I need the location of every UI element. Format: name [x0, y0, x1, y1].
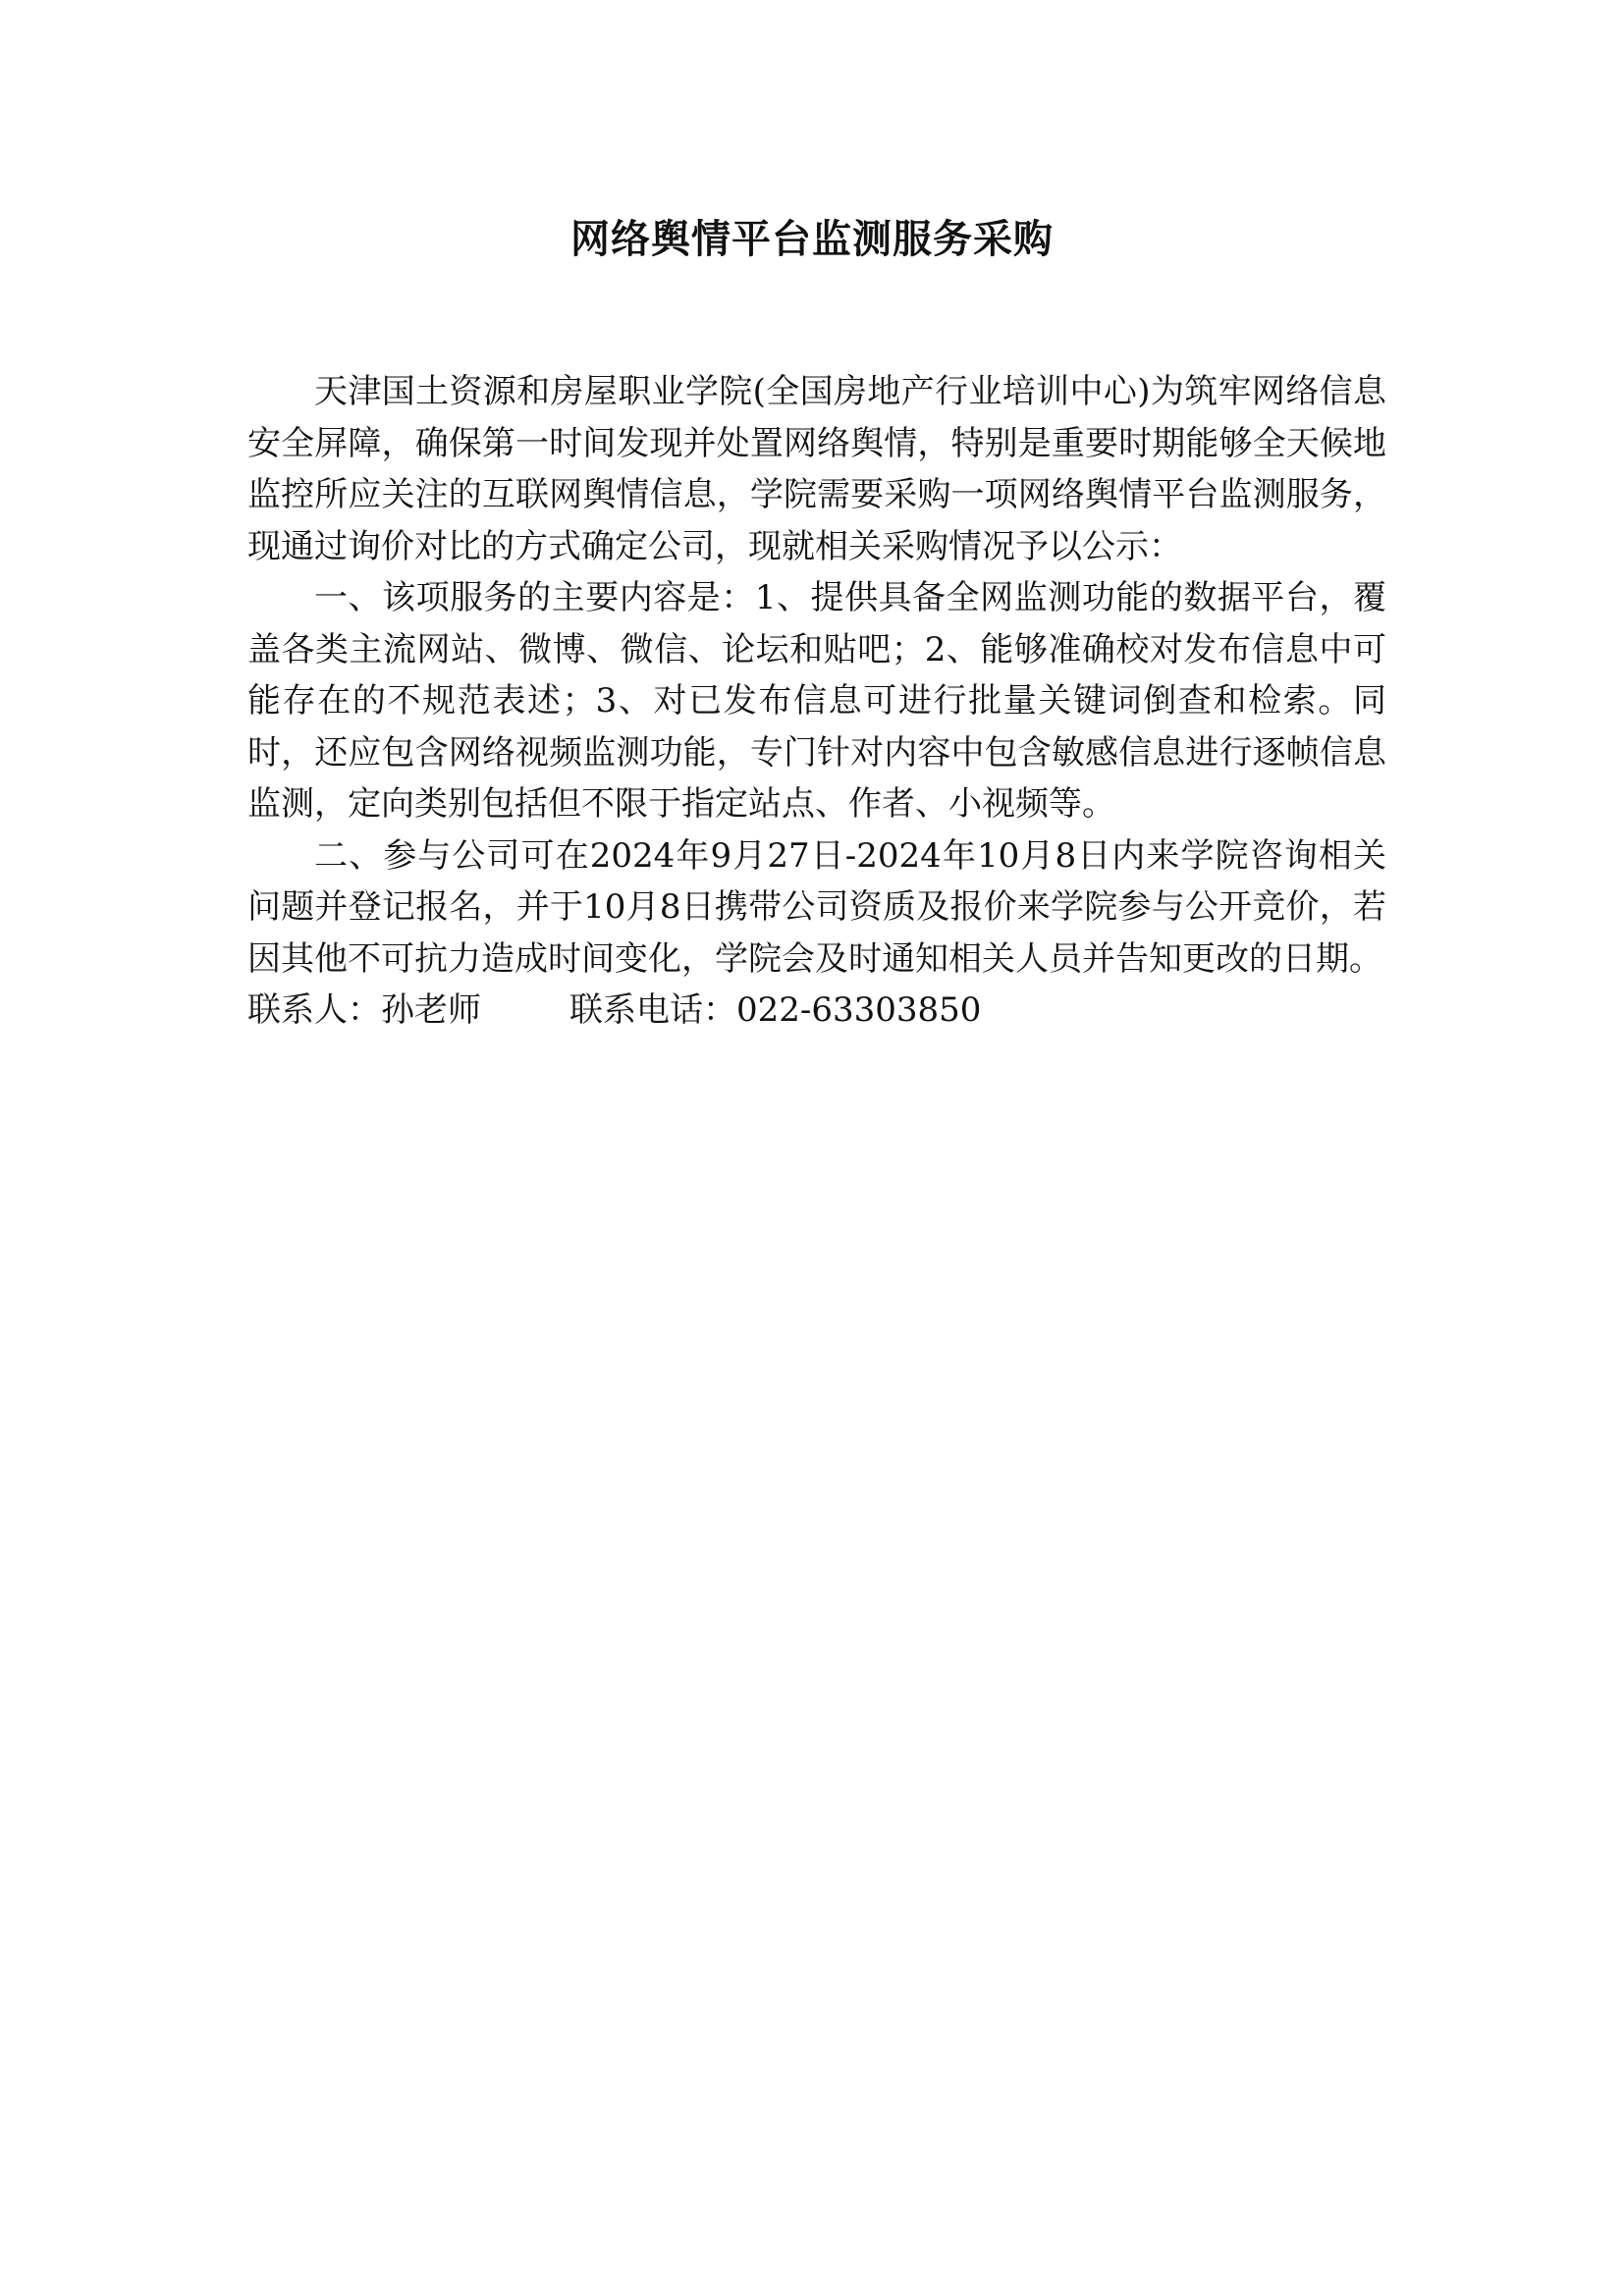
document-body: [247, 366, 1386, 1037]
service-content-paragraph: 一、该项服务的主要内容是：1、提供具备全网监测功能的数据平台，覆盖各类主流网站、微博、微信、论坛和贴吧；2、能够准确校对发布信息中可能存在的不规范表述；3、对已发布信息可进行批量关键词倒查和检索。同时，还应包含网络视频监测功能，专门针对内容中包含敏感信息进行逐帧信息监测，定向类别包括但不限于指定站点、作者、小视频等。: [247, 578, 1386, 824]
registration-paragraph: 二、参与公司可在2024年9月27日-2024年10月8日内来学院咨询相关问题并登记报名，并于10月8日携带公司资质及报价来学院参与公开竞价，若因其他不可抗力造成时间变化，学院会及时通知相关人员并告知更改的日期。: [247, 835, 1386, 979]
contact-phone: 联系电话：022-63303850: [569, 990, 982, 1030]
contact-person: 联系人：孙老师: [247, 990, 481, 1030]
contact-line: [247, 985, 1386, 1037]
contact-spacer: [481, 985, 569, 1037]
intro-paragraph: 天津国土资源和房屋职业学院(全国房地产行业培训中心)为筑牢网络信息安全屏障，确保第一时间发现并处置网络舆情，特别是重要时期能够全天候地监控所应关注的互联网舆情信息，学院需要采购一项网络舆情平台监测服务，现通过询价对比的方式确定公司，现就相关采购情况予以公示：: [247, 372, 1386, 566]
document-title: 网络舆情平台监测服务采购: [570, 217, 1054, 262]
